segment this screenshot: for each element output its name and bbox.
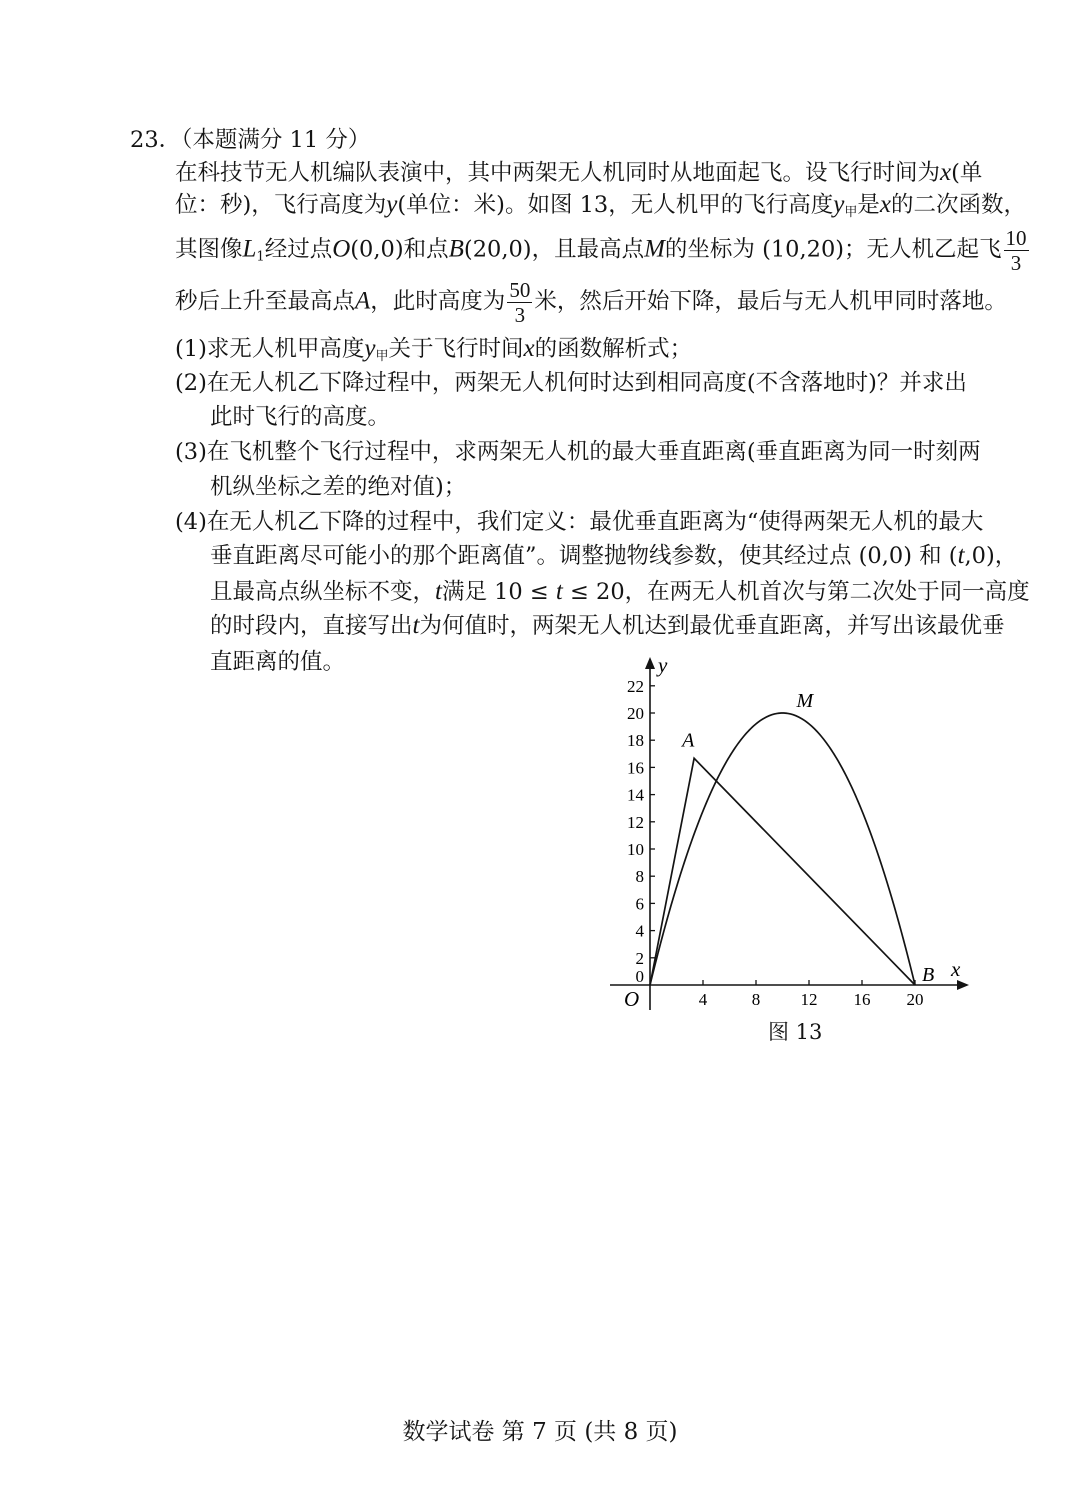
point-A: A bbox=[355, 287, 371, 315]
y-tick-label: 14 bbox=[627, 785, 644, 805]
stem-line-4 bbox=[175, 278, 1007, 327]
x-tick-label: 12 bbox=[800, 990, 818, 1009]
stem-text: 是 bbox=[857, 192, 880, 218]
x-tick-label: 8 bbox=[751, 990, 761, 1009]
y-axis-label: y bbox=[658, 653, 668, 677]
stem-text: 的二次函数， bbox=[890, 192, 1026, 218]
frac-numerator: 50 bbox=[509, 278, 531, 302]
subscript-jia: 甲 bbox=[375, 349, 389, 364]
part-4-line-5: 直距离的值。 bbox=[210, 649, 346, 675]
stem-text: (单 bbox=[951, 160, 983, 186]
part-3-line-2: 机纵坐标之差的绝对值)； bbox=[210, 474, 467, 500]
y-tick-label: 12 bbox=[627, 812, 644, 832]
part-text: 的时段内，直接写出 bbox=[210, 613, 413, 639]
y-tick-label: 6 bbox=[635, 894, 644, 914]
question-points: （本题满分 11 分） bbox=[181, 127, 371, 153]
stem-text: 位：秒)，飞行高度为 bbox=[175, 192, 387, 218]
question-number: 23 bbox=[130, 127, 159, 153]
question-number-dot: ． bbox=[158, 127, 182, 153]
var-t: t bbox=[957, 542, 965, 569]
point-label-group bbox=[680, 690, 934, 986]
point-O: O bbox=[332, 235, 351, 263]
part-text: 且最高点纵坐标不变， bbox=[210, 579, 436, 605]
tick-group bbox=[627, 677, 924, 1009]
stem-text: ，此时高度为 bbox=[370, 288, 506, 315]
frac-denominator: 3 bbox=[1010, 251, 1022, 275]
coord-B: (20,0) bbox=[463, 236, 532, 263]
point-M: M bbox=[644, 235, 665, 263]
part-text: 垂直距离尽可能小的那个距离值”。调整抛物线参数，使其经过点 (0,0) 和 ( bbox=[210, 543, 958, 569]
axes bbox=[610, 653, 969, 1011]
part-4-line-2 bbox=[210, 539, 1017, 573]
part-text: 满足 10 ≤ bbox=[441, 579, 556, 605]
stem-text: (单位：米)。如图 13，无人机甲的飞行高度 bbox=[397, 192, 834, 218]
x-tick-label: 16 bbox=[853, 990, 871, 1009]
part-2-line-1: (2)在无人机乙下降过程中，两架无人机何时达到相同高度(不含落地时)？并求出 bbox=[175, 370, 967, 396]
part-3-line-1: (3)在飞机整个飞行过程中，求两架无人机的最大垂直距离(垂直距离为同一时刻两 bbox=[175, 439, 981, 465]
frac-denominator: 3 bbox=[514, 303, 526, 327]
var-y: y bbox=[386, 191, 398, 218]
stem-text: 经过点 bbox=[264, 236, 333, 263]
part-text: ≤ 20，在两无人机首次与第二次处于同一高度 bbox=[562, 579, 1030, 605]
var-x: x bbox=[523, 335, 535, 362]
point-M-label: M bbox=[796, 690, 814, 712]
var-x: x bbox=[940, 159, 952, 186]
y-tick-label: 22 bbox=[627, 676, 644, 696]
var-y-jia: y bbox=[364, 335, 376, 362]
part-text: (1)求无人机甲高度 bbox=[175, 336, 365, 362]
y-axis-arrow-icon bbox=[645, 657, 655, 669]
part-4-line-3 bbox=[210, 575, 1030, 609]
stem-line-2 bbox=[175, 188, 1026, 230]
x-tick-label: 20 bbox=[906, 990, 924, 1009]
y-tick-label: 0 bbox=[635, 967, 644, 986]
stem-text: ，且最高点 bbox=[531, 236, 645, 263]
stem-text: 的坐标为 (10,20)；无人机乙起飞 bbox=[664, 236, 1002, 263]
x-tick-label: 4 bbox=[698, 990, 708, 1009]
part-text: 的函数解析式； bbox=[534, 336, 693, 362]
point-B-label: B bbox=[922, 964, 935, 986]
stem-line-3 bbox=[175, 226, 1031, 278]
stem-text: 其图像 bbox=[175, 236, 243, 263]
var-t: t bbox=[412, 612, 420, 639]
y-tick-label: 20 bbox=[627, 704, 644, 723]
x-axis-label: x bbox=[951, 957, 961, 981]
stem-text: 米，然后开始下降，最后与无人机甲同时落地。 bbox=[534, 288, 1007, 315]
part-2-line-2: 此时飞行的高度。 bbox=[210, 404, 391, 430]
point-A-label: A bbox=[682, 729, 695, 752]
fraction-10-3 bbox=[1004, 226, 1029, 275]
stem-text: 在科技节无人机编队表演中，其中两架无人机同时从地面起飞。设飞行时间为 bbox=[175, 160, 941, 186]
part-text: ,0)， bbox=[964, 543, 1018, 569]
coord-O: (0,0) bbox=[350, 236, 404, 263]
var-L: L bbox=[242, 235, 257, 263]
y-tick-label: 16 bbox=[627, 758, 644, 778]
var-t: t bbox=[435, 578, 442, 605]
frac-numerator: 10 bbox=[1005, 226, 1027, 250]
question-header bbox=[130, 123, 370, 157]
part-4-line-4 bbox=[210, 609, 1004, 643]
y-tick-label: 4 bbox=[635, 921, 644, 941]
var-t: t bbox=[555, 578, 563, 605]
page-footer: 数学试卷 第 7 页 (共 8 页) bbox=[402, 1419, 678, 1445]
fraction-50-3 bbox=[507, 278, 532, 327]
y-tick-label: 2 bbox=[635, 948, 644, 968]
stem-text: 和点 bbox=[403, 236, 449, 263]
part-4-line-1: (4)在无人机乙下降的过程中，我们定义：最优垂直距离为“使得两架无人机的最大 bbox=[175, 509, 984, 535]
polyline-curve bbox=[650, 758, 915, 985]
point-B: B bbox=[448, 235, 464, 263]
stem-line-1 bbox=[175, 156, 982, 190]
figure-caption: 图 13 bbox=[768, 1020, 823, 1044]
y-tick-label: 10 bbox=[627, 840, 644, 859]
var-x: x bbox=[879, 191, 891, 218]
part-text: 为何值时，两架无人机达到最优垂直距离，并写出该最优垂 bbox=[419, 613, 1005, 639]
stem-text: 秒后上升至最高点 bbox=[175, 288, 356, 315]
y-tick-label: 18 bbox=[627, 731, 644, 751]
x-axis-arrow-icon bbox=[957, 980, 969, 990]
curve-group bbox=[650, 713, 915, 985]
figure-13-graph bbox=[595, 650, 995, 1015]
y-tick-label: 8 bbox=[635, 867, 644, 887]
var-y-jia: y bbox=[833, 191, 845, 218]
origin-label: O bbox=[624, 987, 640, 1011]
subscript-jia: 甲 bbox=[844, 205, 858, 220]
part-text: 关于飞行时间 bbox=[388, 336, 524, 362]
subscript-1: 1 bbox=[256, 249, 265, 265]
